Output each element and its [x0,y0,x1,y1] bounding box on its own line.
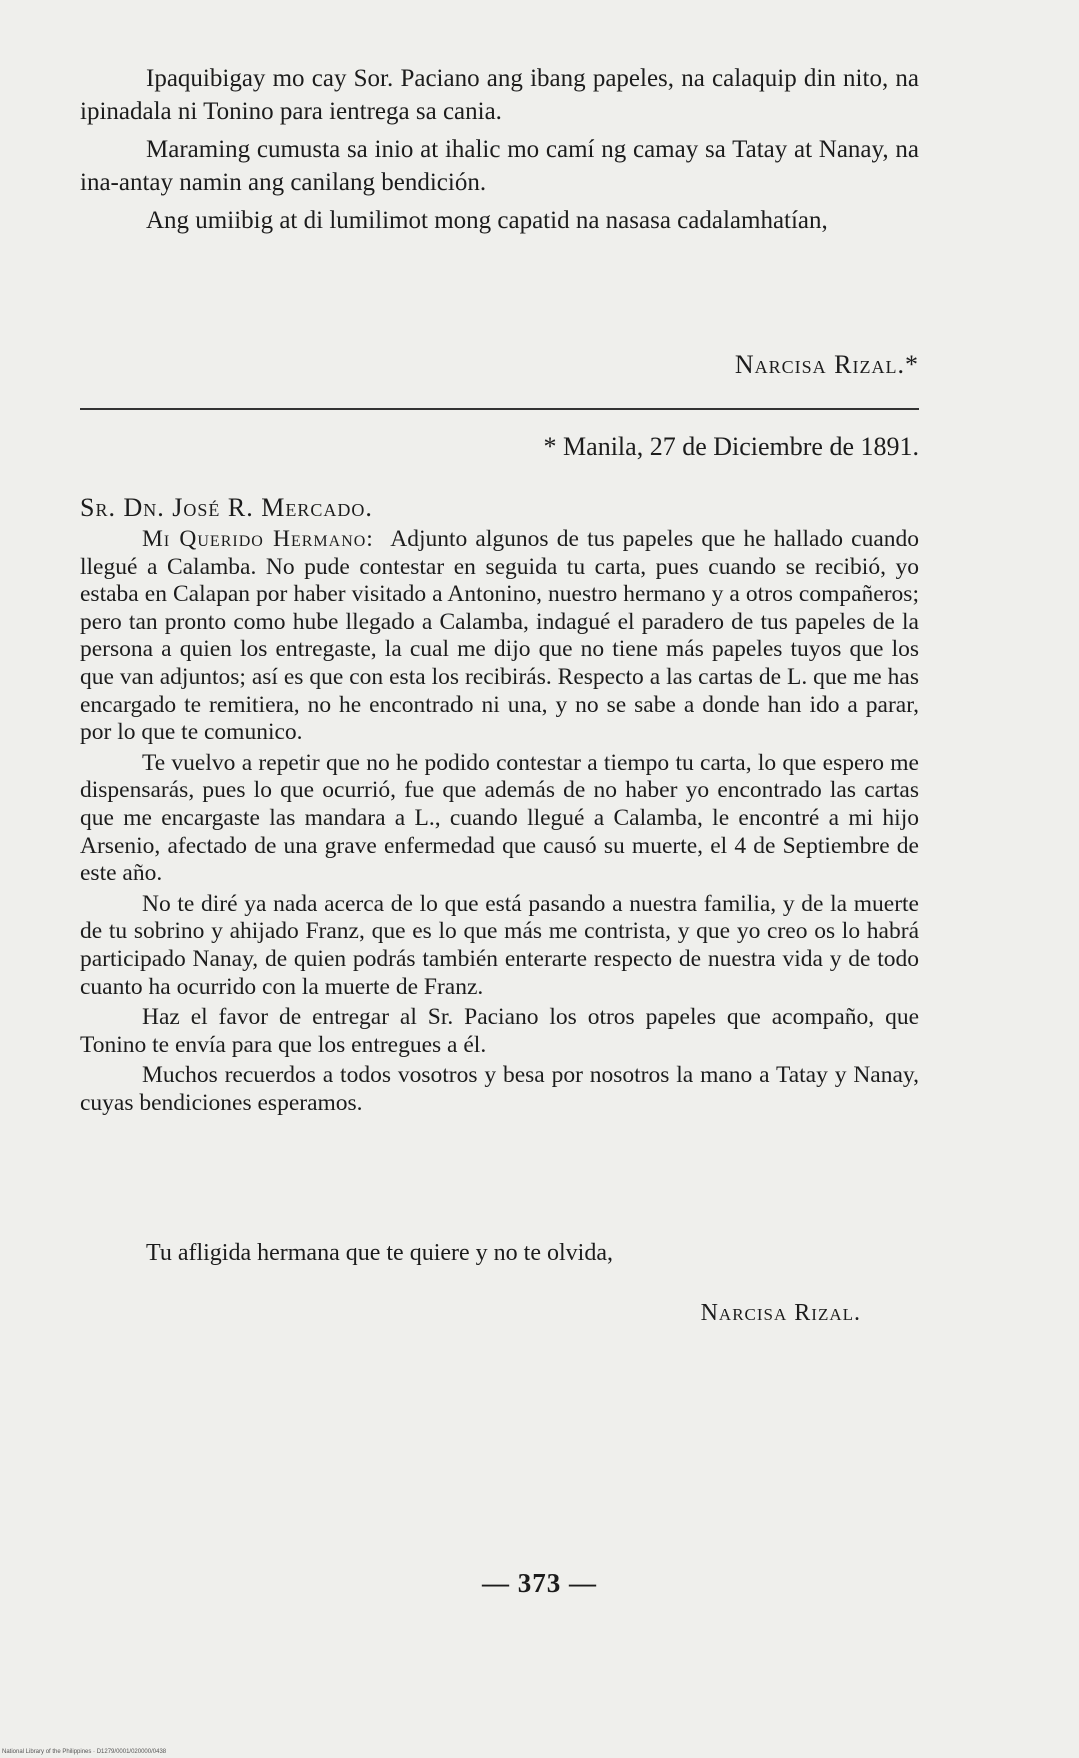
addressee: Sr. Dn. José R. Mercado. [80,493,373,522]
first-paragraph-text: Adjunto algunos de tus papeles que he hallado cuando llegué a Calamba. No pude contestar en seguida tu carta, pues cuando se recibió, yo estaba en Calapan por haber visitado a Antonino, nuestro hermano y a otros compañeros; pero tan pronto como hube llegado a Calamba, indagué el paradero de tus papeles de la persona a quien los entregaste, la cual me dijo que no tiene más papeles tuyos que los que van adjuntos; así es que con esta los recibirás. Respecto a las cartas de L. que me has encargado te remitiera, no he encontrado ni una, y no se sabe a donde han ido a parar, por lo que te comunico. [80,526,920,746]
spanish-paragraph: Te vuelvo a repetir que no he podido contestar a tiempo tu carta, lo que espero me dispensarás, pues lo que ocurrió, fue que además de no haber yo encontrado las cartas que me encargaste las mandara a L., cuando llegué a Calamba, le encontré a mi hijo Arsenio, afectado de una grave enfermedad que causó su muerte, el 4 de Septiembre de este año. [80,749,919,887]
page-number: — 373 — [482,1568,597,1598]
spanish-paragraph: Haz el favor de entregar al Sr. Paciano los otros papeles que acompaño, que Tonino te envía para que los entregues a él. [80,1004,919,1058]
tagalog-paragraph: Ipaquibigay mo cay Sor. Paciano ang ibang papeles, na calaquip din nito, na ipinadala ni Tonino para ientrega sa cania. [80,65,919,125]
tagalog-signature: Narcisa Rizal.* [734,350,919,379]
salutation: Mi Querido Hermano: [142,526,374,552]
section-divider [80,408,919,410]
archive-footer: National Library of the Philippines · D1279/0001/020000/0438 [2,1749,167,1755]
spanish-paragraph: No te diré ya nada acerca de lo que está pasando a nuestra familia, y de la muerte de tu sobrino y ahijado Franz, que es lo que más me contrista, y que yo creo os lo habrá participado Nanay, de quien podrás también enterarte respecto de nuestra vida y de todo cuanto ha ocurrido con la muerte de Franz. [80,890,919,1000]
closing-line: Tu afligida hermana que te quiere y no te olvida, [146,1240,613,1266]
spanish-letter [80,491,919,1120]
dateline: * Manila, 27 de Diciembre de 1891. [543,432,919,461]
tagalog-paragraph: Ang umiibig at di lumilimot mong capatid na nasasa cadalamhatían, [146,207,828,234]
tagalog-paragraph: Maraming cumusta sa inio at ihalic mo camí ng camay sa Tatay at Nanay, na ina-antay namin ang canilang bendición. [80,136,919,196]
spanish-paragraph [80,526,919,747]
spanish-signature: Narcisa Rizal. [700,1300,861,1326]
spanish-paragraph: Muchos recuerdos a todos vosotros y besa por nosotros la mano a Tatay y Nanay, cuyas bendiciones esperamos. [80,1062,919,1116]
tagalog-letter [80,62,919,242]
